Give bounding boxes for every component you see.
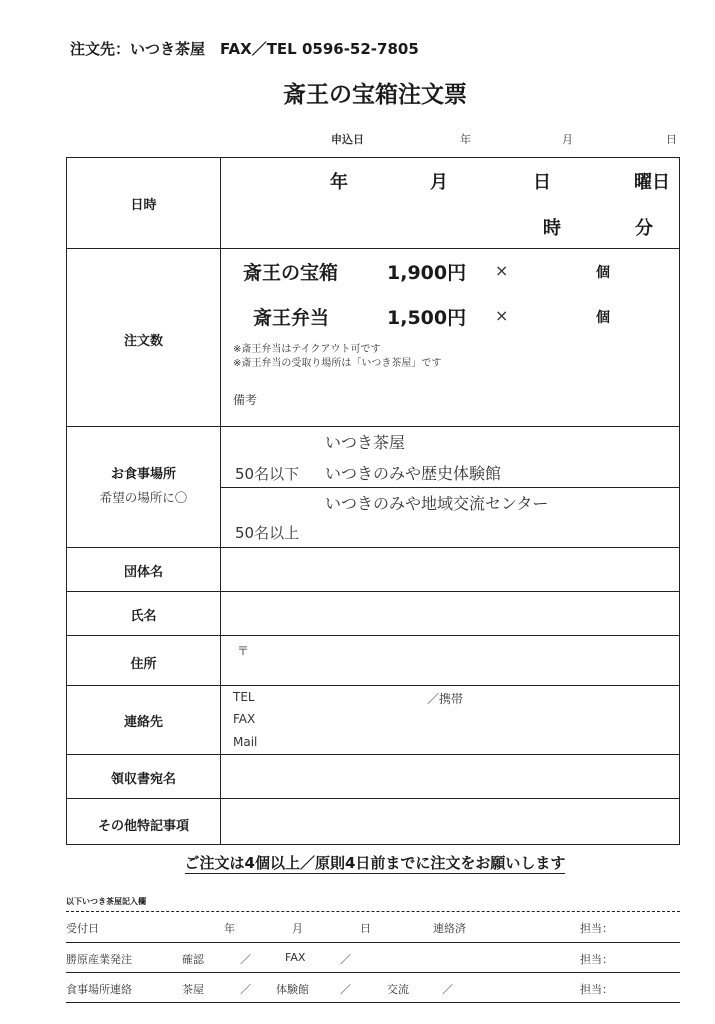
koryu-check-label: 交流 bbox=[387, 983, 409, 996]
staff-row-divider bbox=[66, 1002, 680, 1003]
row-divider bbox=[67, 248, 679, 249]
unit-label: 個 bbox=[596, 310, 610, 326]
slash-separator: ／ bbox=[240, 953, 251, 966]
location-sublabel: 希望の場所に〇 bbox=[99, 490, 188, 505]
fax-label: FAX bbox=[233, 712, 256, 726]
contact-label: 連絡先 bbox=[123, 715, 163, 730]
receipt-name-label: 領収書宛名 bbox=[110, 772, 176, 787]
staff-label: 担当： bbox=[580, 922, 613, 935]
location-option-chaya[interactable]: いつき茶屋 bbox=[325, 433, 406, 452]
apply-year: 年 bbox=[460, 133, 471, 146]
remarks-label: 備考 bbox=[233, 393, 258, 407]
column-divider bbox=[220, 158, 221, 844]
order-placement-label: 勝原産業発注 bbox=[66, 953, 132, 966]
staff-label: 担当： bbox=[580, 983, 613, 996]
contacted-label: 連絡済 bbox=[433, 922, 466, 935]
page-title: 斎王の宝箱注文票 bbox=[283, 82, 467, 108]
fax-check-label: FAX bbox=[285, 951, 306, 964]
location-label bbox=[67, 463, 220, 506]
datetime-weekday: 曜日 bbox=[634, 172, 670, 193]
unit-label: 個 bbox=[596, 265, 610, 281]
order-note: ※斎王弁当の受取り場所は「いつき茶屋」です bbox=[233, 358, 442, 369]
order-destination: 注文先：いつき茶屋 FAX／TEL 0596-52-7805 bbox=[70, 40, 419, 58]
row-divider bbox=[67, 426, 679, 427]
staff-section-title: 以下いつき茶屋記入欄 bbox=[66, 897, 146, 906]
staff-row-divider bbox=[66, 942, 680, 943]
tel-label: TEL bbox=[233, 690, 255, 704]
times-sign: × bbox=[495, 306, 509, 325]
order-instruction bbox=[0, 852, 715, 873]
receipt-date-label: 受付日 bbox=[66, 922, 99, 935]
address-label: 住所 bbox=[130, 657, 157, 672]
chaya-check-label: 茶屋 bbox=[182, 983, 204, 996]
apply-day: 日 bbox=[666, 133, 677, 146]
receipt-day: 日 bbox=[360, 922, 371, 935]
over-50-label: 50名以上 bbox=[235, 524, 300, 542]
datetime-day: 日 bbox=[533, 172, 551, 193]
name-label: 氏名 bbox=[130, 609, 157, 624]
location-option-taikenkan[interactable]: いつきのみや歴史体験館 bbox=[325, 464, 502, 483]
row-divider bbox=[67, 754, 679, 755]
apply-date-label: 申込日 bbox=[331, 133, 364, 146]
product-price: 1,900円 bbox=[387, 262, 467, 284]
product-price: 1,500円 bbox=[387, 307, 467, 329]
group-name-label: 団体名 bbox=[123, 565, 163, 580]
row-divider bbox=[67, 798, 679, 799]
row-divider bbox=[67, 685, 679, 686]
location-contact-label: 食事場所連絡 bbox=[66, 983, 132, 996]
row-divider bbox=[67, 547, 679, 548]
slash-separator: ／ bbox=[340, 953, 351, 966]
product-name: 斎王の宝箱 bbox=[243, 262, 339, 284]
under-50-label: 50名以下 bbox=[235, 465, 300, 483]
location-option-koryu-center[interactable]: いつきのみや地域交流センター bbox=[325, 494, 549, 513]
receipt-year: 年 bbox=[224, 922, 235, 935]
row-divider bbox=[67, 591, 679, 592]
datetime-label: 日時 bbox=[130, 198, 157, 213]
times-sign: × bbox=[495, 261, 509, 280]
location-divider bbox=[220, 487, 679, 488]
taikenkan-check-label: 体験館 bbox=[276, 983, 309, 996]
datetime-year: 年 bbox=[330, 172, 348, 193]
mail-label: Mail bbox=[233, 735, 258, 749]
order-note: ※斎王弁当はテイクアウト可です bbox=[233, 344, 381, 355]
staff-dashed-divider bbox=[66, 911, 680, 912]
staff-label: 担当： bbox=[580, 953, 613, 966]
row-divider bbox=[67, 635, 679, 636]
staff-row-divider bbox=[66, 972, 680, 973]
receipt-month: 月 bbox=[292, 922, 303, 935]
confirm-label: 確認 bbox=[182, 953, 204, 966]
other-notes-label: その他特記事項 bbox=[97, 819, 189, 834]
order-label: 注文数 bbox=[123, 334, 163, 349]
order-form-table bbox=[66, 157, 680, 845]
mobile-label: ／携帯 bbox=[427, 692, 464, 706]
product-name: 斎王弁当 bbox=[253, 307, 330, 329]
location-label-text: お食事場所 bbox=[110, 467, 176, 482]
datetime-month: 月 bbox=[430, 172, 448, 193]
apply-month: 月 bbox=[562, 133, 573, 146]
postal-mark: 〒 bbox=[237, 644, 250, 658]
slash-separator: ／ bbox=[442, 983, 453, 996]
order-instruction-text: ご注文は4個以上／原則4日前までに注文をお願いします bbox=[184, 854, 566, 872]
slash-separator: ／ bbox=[240, 983, 251, 996]
slash-separator: ／ bbox=[340, 983, 351, 996]
datetime-hour: 時 bbox=[543, 218, 561, 239]
datetime-minute: 分 bbox=[635, 218, 653, 239]
